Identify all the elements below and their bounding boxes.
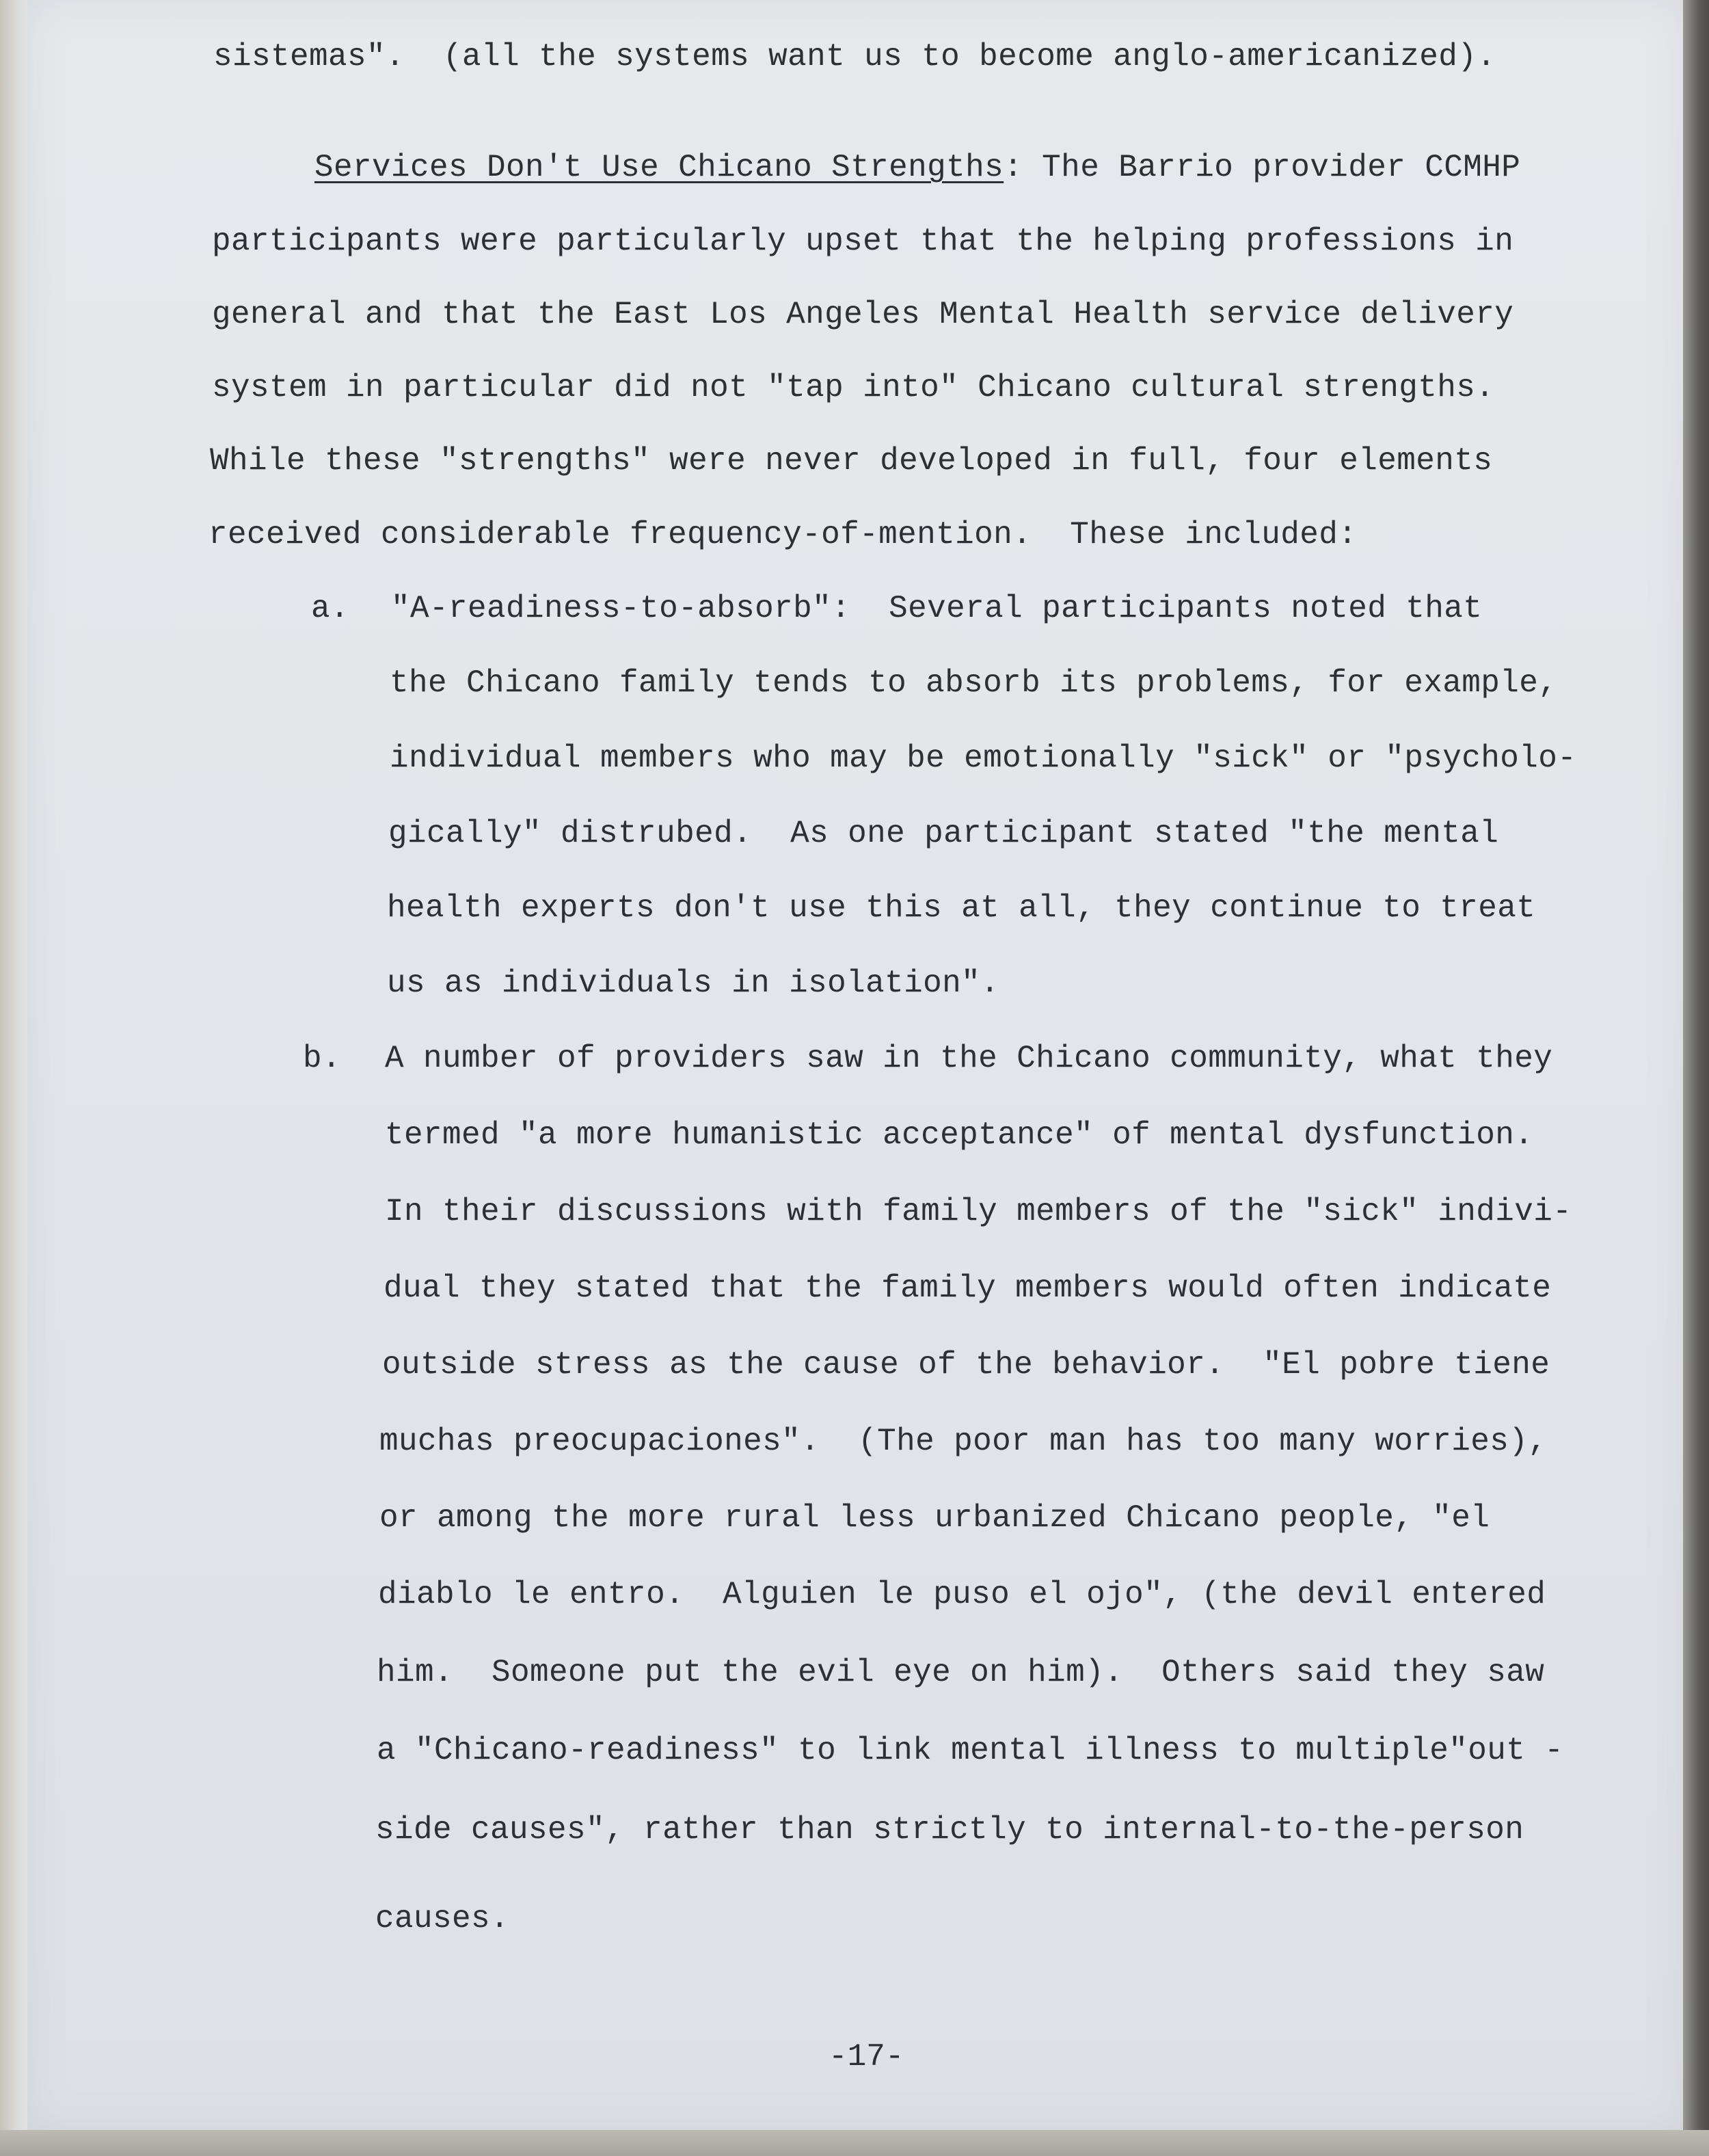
list-item-b-line: side causes", rather than strictly to internal-to-the-person <box>375 1812 1524 1848</box>
list-item-b-line: diablo le entro. Alguien le puso el ojo", (the devil entered <box>378 1577 1546 1612</box>
list-item-a-line: the Chicano family tends to absorb its problems, for example, <box>390 665 1558 701</box>
list-item-b-line: outside stress as the cause of the behavior. "El pobre tiene <box>382 1347 1550 1383</box>
list-item-a-line: us as individuals in isolation". <box>387 966 1000 1001</box>
list-item-b-line: him. Someone put the evil eye on him). Others said they saw <box>377 1655 1545 1690</box>
section-heading: Services Don't Use Chicano Strengths <box>314 150 1004 185</box>
list-item-b-line: or among the more rural less urbanized Chicano people, "el <box>379 1500 1490 1536</box>
list-marker-a: a. <box>311 591 350 626</box>
list-item-b-line: dual they stated that the family members would often indicate <box>383 1270 1552 1306</box>
list-item-a-line: "A-readiness-to-absorb": Several participants noted that <box>391 591 1483 626</box>
body-text-line: sistemas". (all the systems want us to become anglo-americanized). <box>213 39 1496 75</box>
section-heading-rest: : The Barrio provider CCMHP <box>1004 150 1521 185</box>
page-bottom-edge <box>0 2130 1709 2156</box>
body-text-line: general and that the East Los Angeles Mental Health service delivery <box>212 297 1514 332</box>
page-edge-shadow <box>1683 0 1709 2130</box>
page-number: -17- <box>829 2039 904 2075</box>
body-text-line: received considerable frequency-of-mention. These included: <box>208 517 1358 553</box>
section-heading-line <box>314 148 1520 187</box>
body-text-line: While these "strengths" were never developed in full, four elements <box>210 443 1493 479</box>
list-item-b-line: a "Chicano-readiness" to link mental illness to multiple"out - <box>377 1733 1564 1768</box>
list-item-b-line: muchas preocupaciones". (The poor man has too many worries), <box>379 1424 1548 1459</box>
list-item-b-line: causes. <box>375 1901 510 1937</box>
list-item-a-line: individual members who may be emotionally "sick" or "psycholo- <box>390 741 1577 776</box>
list-item-a-line: gically" distrubed. As one participant stated "the mental <box>388 816 1499 851</box>
list-item-b-line: In their discussions with family members of the "sick" indivi- <box>385 1194 1572 1229</box>
body-text-line: participants were particularly upset that the helping professions in <box>212 224 1514 259</box>
list-item-b-line: A number of providers saw in the Chicano community, what they <box>385 1041 1553 1076</box>
list-item-a-line: health experts don't use this at all, they continue to treat <box>387 890 1536 926</box>
list-item-b-line: termed "a more humanistic acceptance" of mental dysfunction. <box>385 1117 1534 1153</box>
body-text-line: system in particular did not "tap into" Chicano cultural strengths. <box>212 370 1495 405</box>
list-marker-b: b. <box>303 1041 342 1076</box>
